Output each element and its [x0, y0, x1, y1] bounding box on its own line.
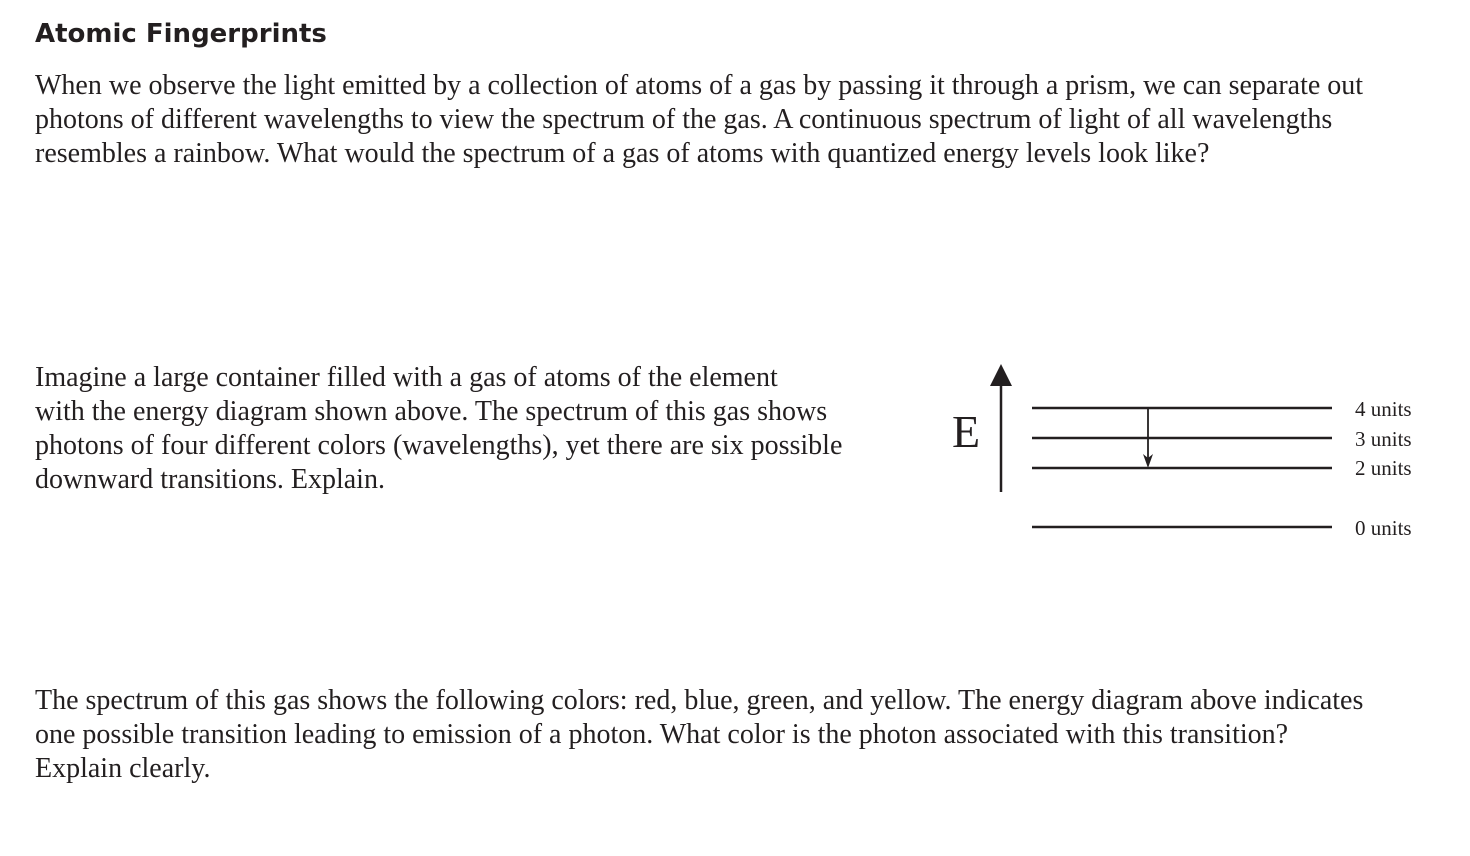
- question1-line: photons of four different colors (wavelengths), yet there are six possible: [35, 430, 843, 461]
- question2-line: The spectrum of this gas shows the following colors: red, blue, green, and yellow. The energy diagram above indicates: [35, 685, 1364, 716]
- question-paragraph-2: [35, 684, 1363, 786]
- energy-axis-arrowhead-icon: [990, 364, 1012, 386]
- question1-line: with the energy diagram shown above. The spectrum of this gas shows: [35, 396, 828, 427]
- energy-level-label-3: 3 units: [1355, 427, 1412, 451]
- question1-line: downward transitions. Explain.: [35, 464, 385, 495]
- energy-level-label-4: 4 units: [1355, 397, 1412, 421]
- intro-paragraph: [35, 69, 1363, 171]
- intro-line: When we observe the light emitted by a collection of atoms of a gas by passing it through a prism, we can separate out: [35, 70, 1364, 101]
- question2-line: Explain clearly.: [35, 753, 211, 784]
- intro-line: photons of different wavelengths to view the spectrum of the gas. A continuous spectrum of light of all wavelengths: [35, 104, 1333, 135]
- intro-line: resembles a rainbow. What would the spectrum of a gas of atoms with quantized energy levels look like?: [35, 138, 1210, 169]
- question-paragraph-1: [35, 361, 842, 497]
- energy-level-label-0: 0 units: [1355, 516, 1412, 540]
- question1-line: Imagine a large container filled with a gas of atoms of the element: [35, 362, 778, 393]
- question2-line: one possible transition leading to emission of a photon. What color is the photon associated with this transition?: [35, 719, 1289, 750]
- page-title: Atomic Fingerprints: [35, 19, 327, 49]
- energy-level-label-2: 2 units: [1355, 456, 1412, 480]
- energy-axis-label: E: [951, 406, 981, 457]
- energy-level-diagram: [930, 350, 1450, 560]
